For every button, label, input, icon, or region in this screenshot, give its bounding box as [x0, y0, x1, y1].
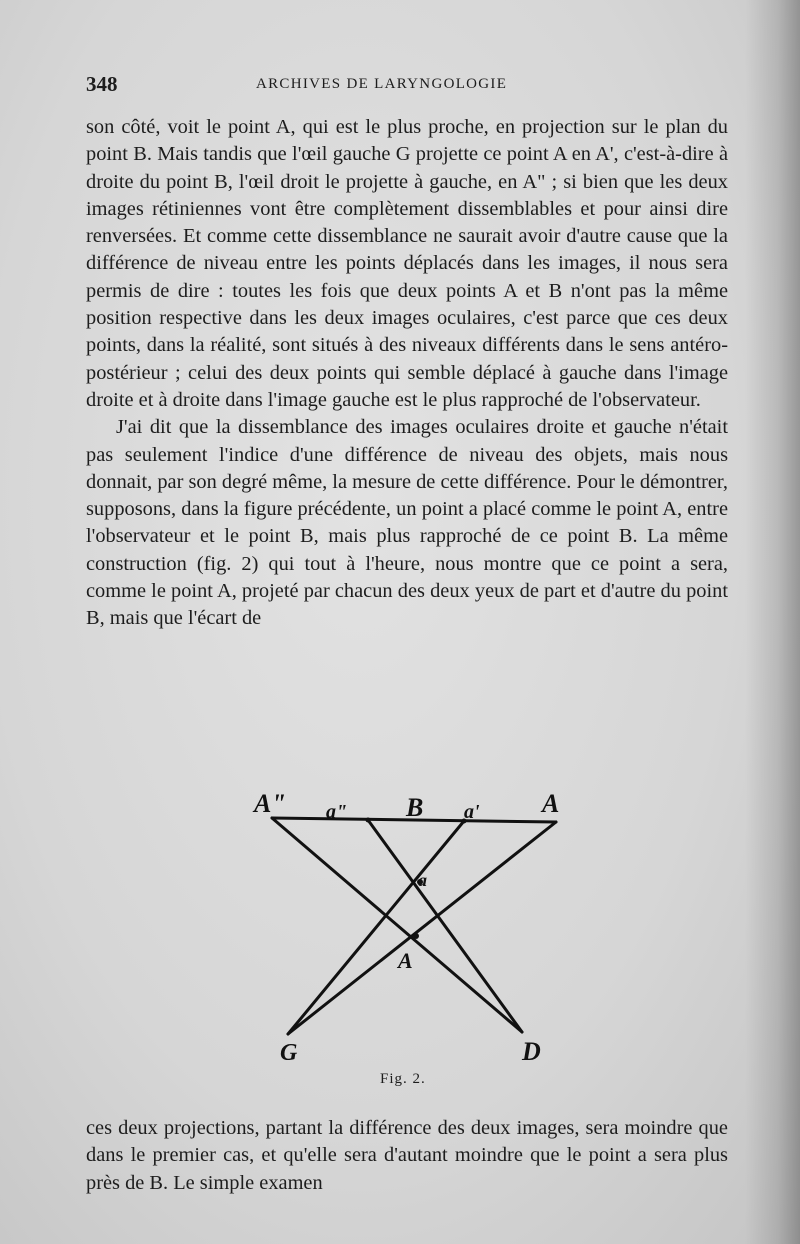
figure-caption: Fig. 2.	[380, 1071, 426, 1087]
line-B-to-D	[368, 820, 522, 1032]
label-D: D	[522, 1037, 541, 1066]
paragraph-3: ces deux projections, partant la différence des deux images, sera moindre que dans le premier cas, et qu'elle sera d'autant moindre que le point a sera plus près de B. Le simple examen	[86, 1117, 728, 1194]
paragraph-1: son côté, voit le point A, qui est le plus proche, en projection sur le plan du point B. Mais tandis que l'œil gauche G projette ce point A en A', c'est-à-dire à droite du point B, l'œil droit le projette à gauche, en A" ; si bien que les deux images rétiniennes vont être complètement dissemblables et pour ainsi dire renversées. Et comme cette dissemblance ne saurait avoir d'autre cause que la différence de niveau entre les points déplacés dans les images, il nous sera permis de dire : toutes les fois que deux points A et B n'ont pas la même position respective dans les deux images oculaires, c'est parce que ces deux points, dans la réalité, sont situés à des niveaux différents dans le sens antéro-postérieur ; celui des deux points qui semble déplacé à gauche dans l'image droite et à droite dans l'image gauche est le plus rapproché de l'observateur.	[86, 116, 728, 411]
label-A-double-prime: A"	[254, 789, 286, 818]
label-A-center: A	[398, 948, 413, 973]
figure-2	[230, 778, 590, 1078]
figure-diagram	[230, 778, 590, 1078]
page-header	[86, 72, 726, 96]
label-B: B	[406, 793, 424, 822]
page-edge-shadow	[745, 0, 800, 1244]
point-B	[366, 818, 371, 823]
label-a-prime: a'	[464, 801, 480, 823]
line-A-to-G	[288, 822, 556, 1034]
line-A2-to-D	[272, 818, 522, 1032]
label-A: A	[542, 789, 560, 818]
body-text-bottom	[86, 1115, 728, 1197]
label-a-double-prime: a"	[326, 801, 348, 823]
page-number: 348	[86, 72, 118, 96]
point-A	[413, 933, 419, 939]
paragraph-2: J'ai dit que la dissemblance des images oculaires droite et gauche n'était pas seulement l'indice d'une différence de niveau des objets, mais nous donnait, par son degré même, la mesure de cette différence. Pour le démontrer, supposons, dans la figure précédente, un point a placé comme le point A, entre l'observateur et le point B, mais plus rapproché de ce point B. La même construction (fig. 2) qui tout à l'heure, nous montre que ce point a sera, comme le point A, projeté par chacun des deux yeux de part et d'autre du point B, mais que l'écart de	[86, 416, 728, 630]
label-a: a	[418, 870, 427, 890]
body-text-top	[86, 114, 728, 633]
running-head: ARCHIVES DE LARYNGOLOGIE	[256, 76, 508, 92]
label-G: G	[280, 1040, 298, 1066]
